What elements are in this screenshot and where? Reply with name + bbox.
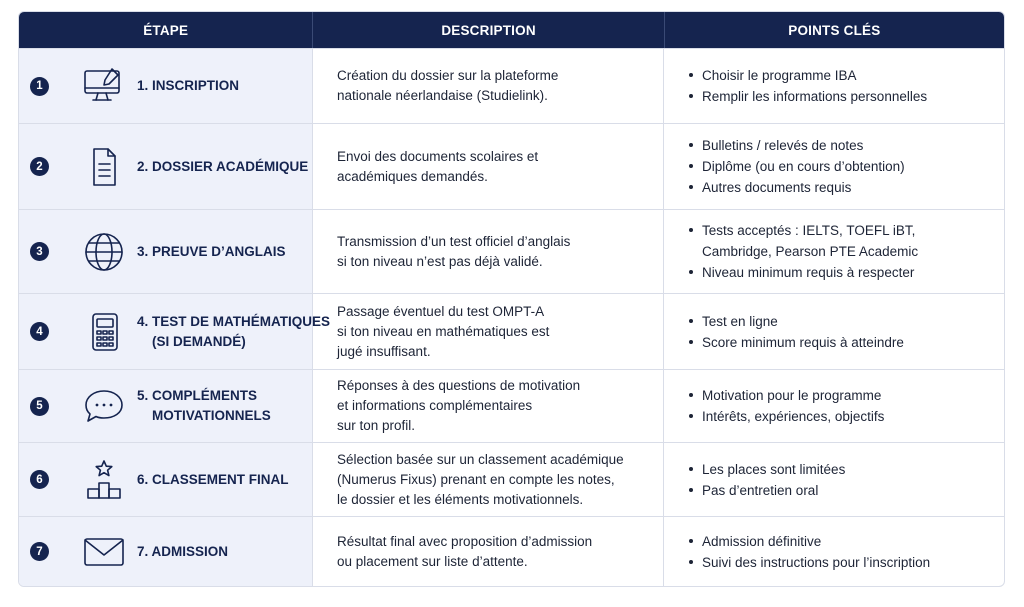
key-points-list	[688, 311, 904, 353]
step-number-badge: 2	[30, 157, 49, 176]
key-points-cell	[664, 124, 1004, 209]
step-cell	[19, 443, 313, 516]
step-title: 1. INSCRIPTION	[137, 78, 240, 93]
step-cell	[19, 370, 313, 442]
table-row	[19, 369, 1004, 442]
step-description: Transmission d’un test officiel d’anglais si ton niveau n’est pas déjà validé.	[313, 210, 664, 293]
table-row	[19, 442, 1004, 516]
step-title: 7. ADMISSION	[137, 543, 229, 559]
step-description: Résultat final avec proposition d’admission ou placement sur liste d’attente.	[313, 517, 664, 586]
list-item: Test en ligne	[688, 311, 904, 332]
calculator-icon	[79, 311, 129, 353]
list-item: Niveau minimum requis à respecter	[688, 262, 918, 283]
computer-edit-icon	[79, 65, 129, 107]
list-item: Tests acceptés : IELTS, TOEFL iBT, Cambridge, Pearson PTE Academic	[688, 220, 918, 262]
list-item: Admission définitive	[688, 531, 930, 552]
step-cell	[19, 517, 313, 586]
key-points-list	[688, 135, 905, 198]
table-row	[19, 123, 1004, 209]
header-step: ÉTAPE	[19, 12, 313, 48]
envelope-icon	[79, 531, 129, 573]
podium-star-icon	[79, 459, 129, 501]
step-title: 4. TEST DE MATHÉMATIQUES (SI DEMANDÉ)	[137, 313, 331, 349]
table-row	[19, 209, 1004, 293]
key-points-list	[688, 531, 930, 573]
step-description: Passage éventuel du test OMPT-A si ton niveau en mathématiques est jugé insuffisant.	[313, 294, 664, 369]
step-cell	[19, 294, 331, 369]
document-icon	[79, 146, 129, 188]
key-points-cell	[664, 443, 1004, 516]
step-number-badge: 3	[30, 242, 49, 261]
step-description: Sélection basée sur un classement académique (Numerus Fixus) prenant en compte les notes, le dossier et les éléments motivationnels.	[313, 443, 664, 516]
chat-bubble-icon	[79, 385, 129, 427]
list-item: Intérêts, expériences, objectifs	[688, 406, 884, 427]
key-points-list	[688, 65, 927, 107]
header-key-points: POINTS CLÉS	[788, 22, 881, 38]
step-description: Envoi des documents scolaires et académiques demandés.	[313, 124, 664, 209]
step-number-badge: 4	[30, 322, 49, 341]
key-points-cell	[664, 49, 1004, 123]
step-number-badge: 5	[30, 397, 49, 416]
list-item: Remplir les informations personnelles	[688, 86, 927, 107]
key-points-cell	[664, 210, 1004, 293]
admission-steps-table	[18, 11, 1005, 587]
step-number-badge: 1	[30, 77, 49, 96]
key-points-list	[688, 459, 845, 501]
globe-icon	[79, 231, 129, 273]
table-row	[19, 516, 1004, 586]
table-row	[19, 48, 1004, 123]
table-row	[19, 293, 1004, 369]
step-title: 3. PREUVE D’ANGLAIS	[137, 243, 286, 259]
list-item: Diplôme (ou en cours d’obtention)	[688, 156, 905, 177]
header-description: DESCRIPTION	[313, 12, 664, 48]
list-item: Bulletins / relevés de notes	[688, 135, 905, 156]
step-title: 5. COMPLÉMENTS MOTIVATIONNELS	[137, 388, 271, 423]
step-number-badge: 6	[30, 470, 49, 489]
step-title: 6. CLASSEMENT FINAL	[137, 471, 289, 487]
step-description: Réponses à des questions de motivation et informations complémentaires sur ton profil.	[313, 370, 664, 442]
key-points-cell	[664, 370, 1004, 442]
step-cell	[19, 49, 313, 123]
list-item: Choisir le programme IBA	[688, 65, 927, 86]
step-description: Création du dossier sur la plateforme nationale néerlandaise (Studielink).	[313, 49, 664, 123]
list-item: Score minimum requis à atteindre	[688, 332, 904, 353]
list-item: Suivi des instructions pour l’inscription	[688, 552, 930, 573]
step-title: 2. DOSSIER ACADÉMIQUE	[137, 158, 309, 174]
list-item: Pas d’entretien oral	[688, 480, 845, 501]
key-points-cell	[664, 517, 1004, 586]
key-points-cell	[664, 294, 1004, 369]
list-item: Les places sont limitées	[688, 459, 845, 480]
step-cell	[19, 124, 313, 209]
list-item: Motivation pour le programme	[688, 385, 884, 406]
list-item: Autres documents requis	[688, 177, 905, 198]
step-number-badge: 7	[30, 542, 49, 561]
key-points-list	[688, 385, 884, 427]
table-header	[19, 12, 1004, 48]
key-points-list	[688, 220, 918, 283]
step-cell	[19, 210, 313, 293]
